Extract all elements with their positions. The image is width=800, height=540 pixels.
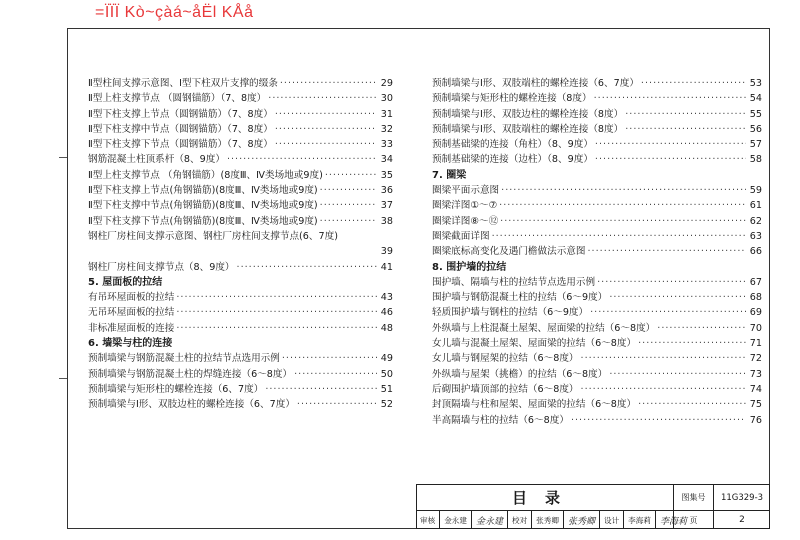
toc-entry-page: 70 (749, 322, 762, 334)
toc-entry-page: 53 (749, 78, 762, 89)
toc-entry[interactable] (88, 382, 393, 397)
toc-entry[interactable] (432, 122, 762, 137)
toc-entry-page: 50 (380, 368, 393, 380)
toc-entry-title: Ⅱ型下柱支撑上节点(角钢锚筋)(8度Ⅲ、Ⅳ类场地或9度) (88, 185, 318, 197)
toc-entry[interactable] (88, 152, 393, 167)
toc-entry-page: 39 (380, 246, 393, 258)
toc-entry-title: 外纵墙与上柱混凝土屋架、屋面梁的拉结（6～8度） (432, 322, 656, 334)
review-label: 审核 (420, 515, 436, 525)
section-heading: 7. 圈梁 (432, 169, 467, 181)
toc-entry-page: 61 (749, 200, 762, 212)
toc-entry-title: 预制墙梁与钢筋混凝土柱的拉结节点选用示例 (88, 353, 280, 365)
toc-entry[interactable] (432, 91, 762, 106)
frame-tick (59, 378, 67, 379)
toc-entry-page: 29 (380, 78, 393, 89)
toc-entry-page: 35 (380, 169, 393, 181)
toc-entry-title: 预制基础梁的连接（角柱）（8、9度） (432, 139, 593, 151)
toc-entry[interactable] (432, 152, 762, 167)
frame-tick (59, 157, 67, 158)
toc-entry-page: 51 (380, 383, 393, 395)
toc-entry-page: 52 (380, 399, 393, 411)
toc-entry[interactable] (432, 351, 762, 366)
reviewer-signature: 金永建 (475, 516, 503, 527)
toc-entry-title: 有吊环屋面板的拉结 (88, 292, 175, 304)
dot-leader (176, 290, 377, 305)
atlas-number: 11G329-3 (714, 485, 770, 511)
sheet-title: 目录 (417, 485, 674, 511)
dot-leader (282, 351, 377, 366)
page-number: 2 (739, 515, 745, 525)
toc-entry-title: 圈梁详图⑧～⑫ (432, 215, 499, 227)
toc-right-column (432, 76, 762, 428)
toc-entry[interactable] (88, 351, 393, 366)
toc-entry-page: 54 (749, 93, 762, 105)
designer-signature: 李海莉 (659, 516, 687, 527)
dot-leader (237, 260, 377, 275)
toc-entry-title: Ⅱ型柱间支撑示意图、Ⅰ型下柱双片支撑的缀条 (88, 78, 278, 89)
dot-leader (571, 413, 746, 428)
toc-entry-page: 68 (749, 292, 762, 304)
toc-entry[interactable] (88, 321, 393, 336)
checker-signature: 张秀卿 (567, 516, 595, 527)
dot-leader (499, 198, 746, 213)
dot-leader (176, 321, 377, 336)
dot-leader (638, 397, 746, 412)
toc-entry[interactable] (88, 137, 393, 152)
dot-leader (275, 122, 377, 137)
toc-entry-page: 32 (380, 123, 393, 135)
design-label: 设计 (603, 515, 620, 525)
reviewer-name: 金永建 (444, 515, 467, 525)
toc-entry-title: 外纵墙与屋架（挑檐）的拉结（6～8度） (432, 368, 608, 380)
toc-entry[interactable] (432, 137, 762, 152)
toc-entry[interactable] (88, 214, 393, 229)
toc-entry-page: 59 (749, 185, 762, 197)
toc-entry-page: 37 (380, 200, 393, 212)
toc-entry-title: 封顶隔墙与柱和屋架、屋面梁的拉结（6～8度） (432, 399, 637, 411)
toc-entry-title: 围护墙、隔墙与柱的拉结节点选用示例 (432, 276, 596, 288)
toc-entry-title: Ⅱ型上柱支撑节点 （圆钢锚筋）（7、8度） (88, 93, 267, 105)
toc-entry[interactable] (432, 229, 762, 244)
dot-leader (265, 382, 377, 397)
dot-leader (320, 214, 377, 229)
dot-leader (595, 137, 746, 152)
toc-entry[interactable] (432, 321, 762, 336)
section-heading: 6. 墙梁与柱的连接 (88, 338, 173, 350)
toc-entry[interactable] (432, 382, 762, 397)
title-block (416, 484, 770, 529)
toc-entry-title: 预制基础梁的连接（边柱）（8、9度） (432, 154, 593, 166)
toc-entry-page: 71 (749, 338, 762, 350)
toc-entry[interactable] (432, 275, 762, 290)
toc-entry-page: 49 (380, 353, 393, 365)
toc-entry[interactable] (88, 183, 393, 198)
toc-entry-page: 67 (749, 276, 762, 288)
toc-entry-title: 圈梁洋图①～⑦ (432, 200, 498, 212)
toc-entry-title: 圈梁平面示意图 (432, 185, 500, 197)
toc-entry-page: 73 (749, 368, 762, 380)
toc-entry-title: 半高隔墙与柱的拉结（6～8度） (432, 414, 569, 426)
dot-leader (597, 275, 746, 290)
toc-entry-page: 56 (749, 123, 762, 135)
atlas-number-label: 图集号 (674, 485, 714, 511)
dot-leader (176, 305, 377, 320)
toc-entry-page: 48 (380, 322, 393, 334)
toc-entry-page: 76 (749, 414, 762, 426)
toc-entry-page: 72 (749, 353, 762, 365)
toc-entry[interactable] (88, 260, 393, 275)
toc-entry-page: 33 (380, 139, 393, 151)
toc-entry-page: 38 (380, 215, 393, 227)
dot-leader (268, 91, 377, 106)
toc-entry-page: 57 (749, 139, 762, 151)
dot-leader (609, 367, 746, 382)
toc-entry-title: 预制墙梁与Ⅰ形、双肢边柱的螺栓连接（8度） (432, 108, 624, 120)
toc-left-column (88, 76, 393, 413)
dot-leader (325, 168, 377, 183)
toc-entry-title: Ⅱ型下柱支撑上节点（圆钢锚筋）（7、8度） (88, 108, 273, 120)
toc-entry[interactable] (432, 76, 762, 91)
toc-entry-page: 62 (749, 215, 762, 227)
dot-leader (297, 397, 377, 412)
toc-entry-title: 预制墙梁与钢筋混凝土柱的焊缝连接（6～8度） (88, 368, 293, 380)
dot-leader (280, 76, 377, 91)
dot-leader (625, 107, 746, 122)
toc-entry[interactable] (432, 336, 762, 351)
toc-entry-title: 预制墙梁与Ⅰ形、双肢端柱的螺栓连接（8度） (432, 123, 624, 135)
toc-entry-title: 预制墙梁与Ⅰ形、双肢端柱的螺栓连接（6、7度） (432, 78, 639, 89)
toc-entry[interactable] (88, 76, 393, 91)
toc-entry-title: Ⅱ型下柱支撑中节点(角钢锚筋)(8度Ⅲ、Ⅳ类场地或9度) (88, 200, 318, 212)
toc-entry[interactable] (88, 229, 393, 244)
dot-leader (657, 321, 746, 336)
toc-entry-title: 围护墙与钢筋混凝土柱的拉结（6～9度） (432, 292, 608, 304)
page-label: 页 (674, 511, 714, 529)
dot-leader (625, 122, 746, 137)
toc-entry-page: 55 (749, 108, 762, 120)
toc-entry[interactable] (432, 397, 762, 412)
dot-leader (501, 183, 746, 198)
dot-leader (638, 336, 746, 351)
dot-leader (275, 137, 377, 152)
section-heading: 8. 围护墙的拉结 (432, 261, 507, 273)
toc-entry-page: 58 (749, 154, 762, 166)
toc-entry-title: 预制墙梁与Ⅰ形、双肢边柱的螺栓连接（6、7度） (88, 399, 295, 411)
dot-leader (595, 152, 746, 167)
toc-entry-title: 圈梁截面详图 (432, 230, 490, 242)
dot-leader (320, 198, 377, 213)
toc-entry-page: 63 (749, 230, 762, 242)
toc-entry[interactable] (432, 244, 762, 259)
toc-entry-page: 43 (380, 292, 393, 304)
signature-row (417, 511, 687, 529)
check-label: 校对 (511, 515, 528, 525)
dot-leader (500, 214, 746, 229)
toc-entry[interactable] (432, 290, 762, 305)
toc-entry[interactable] (88, 198, 393, 213)
toc-entry-title: 预制墙梁与矩形柱的螺栓连接（8度） (432, 93, 592, 105)
toc-entry-page: 75 (749, 399, 762, 411)
toc-entry[interactable] (88, 397, 393, 412)
toc-entry-page: 41 (380, 261, 393, 273)
toc-entry-page: 74 (749, 383, 762, 395)
toc-entry-page: 34 (380, 154, 393, 166)
dot-leader (275, 107, 377, 122)
toc-entry-title: Ⅱ型上柱支撑节点 （角钢锚筋）(8度Ⅲ、Ⅳ类场地或9度) (88, 169, 323, 181)
toc-entry[interactable] (88, 367, 393, 382)
toc-entry-title: Ⅱ型下柱支撑下节点（圆钢锚筋）（7、8度） (88, 139, 273, 151)
dot-leader (588, 244, 747, 259)
toc-entry[interactable] (88, 107, 393, 122)
dot-leader (594, 91, 746, 106)
dot-leader (492, 229, 746, 244)
dot-leader (294, 367, 377, 382)
toc-entry-title: 后砌围护墙顶部的拉结（6～8度） (432, 383, 579, 395)
toc-entry[interactable] (88, 168, 393, 183)
toc-entry-page: 36 (380, 185, 393, 197)
toc-entry[interactable] (432, 198, 762, 213)
toc-entry[interactable] (432, 214, 762, 229)
toc-entry-title: 圈梁底标高变化及遇门檐做法示意图 (432, 246, 586, 258)
toc-entry-page: 46 (380, 307, 393, 319)
toc-entry-title: Ⅱ型下柱支撑中节点（圆钢锚筋）（7、8度） (88, 123, 273, 135)
toc-entry[interactable] (432, 367, 762, 382)
toc-entry-title: 非标准屋面板的连接 (88, 322, 175, 334)
toc-entry[interactable] (432, 413, 762, 428)
toc-entry[interactable] (88, 91, 393, 106)
toc-entry-title: 钢柱厂房柱间支撑节点（8、9度） (88, 261, 235, 273)
toc-entry-page: 69 (749, 307, 762, 319)
checker-name: 张秀卿 (536, 515, 559, 525)
toc-entry-page: 31 (380, 108, 393, 120)
toc-entry-title: 无吊环屋面板的拉结 (88, 307, 175, 319)
garbled-header-text: =ÏÏÏ Kò~çàá~åËl KÅå (95, 4, 254, 21)
designer-name: 李海莉 (628, 515, 651, 525)
toc-entry[interactable] (432, 107, 762, 122)
toc-entry[interactable] (88, 244, 393, 259)
toc-entry[interactable] (432, 305, 762, 320)
section-heading: 5. 屋面板的拉结 (88, 276, 163, 288)
dot-leader (641, 76, 746, 91)
toc-entry[interactable] (88, 122, 393, 137)
toc-entry-title: 女儿墙与混凝土屋架、屋面梁的拉结（6～8度） (432, 338, 637, 350)
dot-leader (227, 152, 377, 167)
toc-entry-title: 女儿墙与钢屋架的拉结（6～8度） (432, 353, 579, 365)
dot-leader (590, 305, 746, 320)
dot-leader (320, 183, 377, 198)
dot-leader (609, 290, 746, 305)
toc-entry-title: 钢柱厂房柱间支撑示意图、钢柱厂房柱间支撑节点(6、7度) (88, 230, 338, 242)
dot-leader (581, 382, 746, 397)
toc-entry-page: 66 (749, 246, 762, 258)
toc-entry[interactable] (88, 305, 393, 320)
toc-entry-title: 预制墙梁与矩形柱的螺栓连接（6、7度） (88, 383, 264, 395)
toc-entry-title: 钢筋混凝土柱顶系杆（8、9度） (88, 154, 225, 166)
toc-entry-title: Ⅱ型下柱支撑下节点(角钢锚筋)(8度Ⅲ、Ⅳ类场地或9度) (88, 215, 318, 227)
toc-entry-title: 轻质围护墙与钢柱的拉结（6～9度） (432, 307, 589, 319)
toc-entry[interactable] (432, 183, 762, 198)
dot-leader (581, 351, 746, 366)
toc-entry-page: 30 (380, 93, 393, 105)
toc-entry[interactable] (88, 290, 393, 305)
